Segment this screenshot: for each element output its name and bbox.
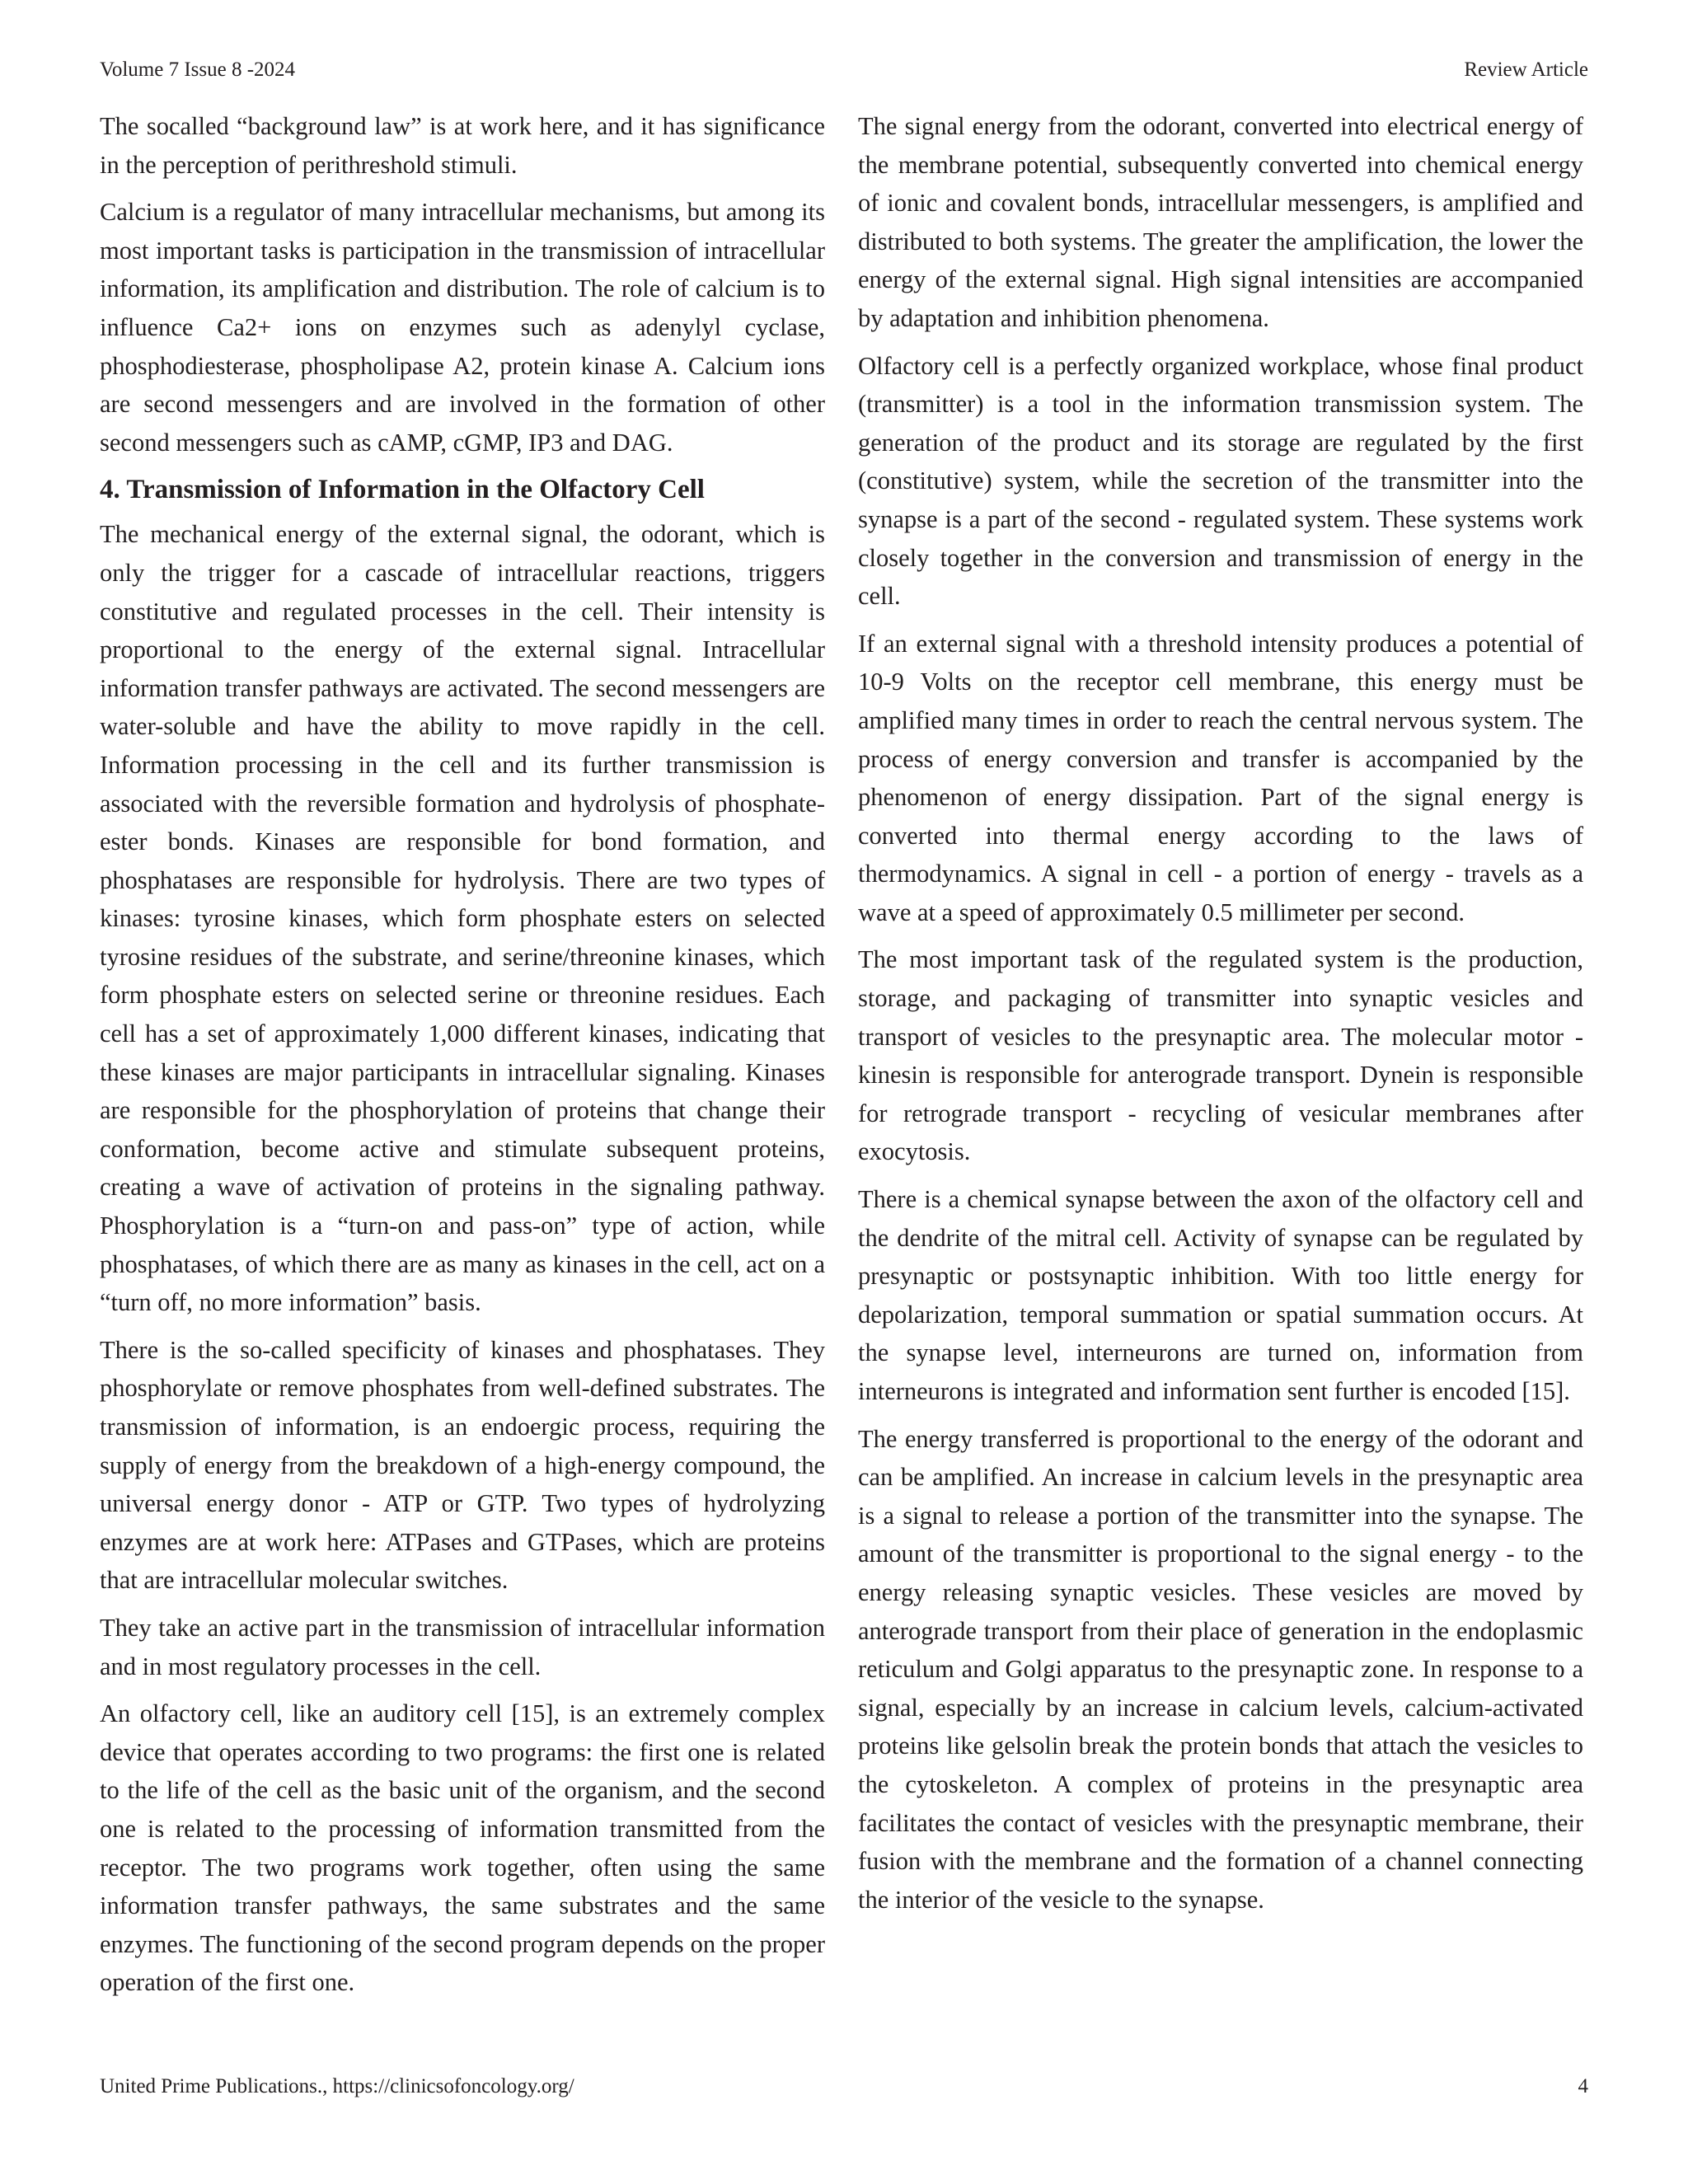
paragraph: There is the so-called specificity of kinases and phosphatases. They phosphorylate or remove phosphates from well-defined substrates. The transmission of information, is an endoergic process, requiring the supply of energy from the breakdown of a high-energy compound, the universal energy donor - ATP or GTP. Two types of hydrolyzing enzymes are at work here: ATPases and GTPases, which are proteins that are intracellular molecular switches. <box>100 1335 825 1595</box>
right-column <box>858 107 1583 1928</box>
section-heading: 4. Transmission of Information in the Olfactory Cell <box>100 475 705 505</box>
running-header <box>100 56 1588 84</box>
paragraph: They take an active part in the transmission of intracellular information and in most regulatory processes in the cell. <box>100 1613 825 1680</box>
article-body <box>100 107 1588 2060</box>
article-type: Review Article <box>1464 59 1588 81</box>
running-footer <box>100 2073 1588 2101</box>
page-number: 4 <box>1578 2075 1588 2097</box>
paragraph: An olfactory cell, like an auditory cell [15], is an extremely complex device that operates according to two programs: the first one is related to the life of the cell as the basic unit of the organism, and the second one is related to the processing of information transmitted from the receptor. The two programs work together, often using the same information transfer pathways, the same substrates and the same enzymes. The functioning of the second program depends on the proper operation of the first one. <box>100 1699 825 1997</box>
paragraph: The socalled “background law” is at work here, and it has significance in the perception of perithreshold stimuli. <box>100 112 825 179</box>
paragraph: The mechanical energy of the external signal, the odorant, which is only the trigger for a cascade of intracellular reactions, triggers constitutive and regulated processes in the cell. Their intensity is proportional to the energy of the external signal. Intracellular information transfer pathways are activated. The second messengers are water-soluble and have the ability to move rapidly in the cell. Information processing in the cell and its further transmission is associated with the reversible formation and hydrolysis of phosphate-ester bonds. Kinases are responsible for bond formation, and phosphatases are responsible for hydrolysis. There are two types of kinases: tyrosine kinases, which form phosphate esters on selected tyrosine residues of the substrate, and serine/threonine kinases, which form phosphate esters on selected serine or threonine residues. Each cell has a set of approximately 1,000 different kinases, indicating that these kinases are major participants in intracellular signaling. Kinases are responsible for the phosphorylation of proteins that change their conformation, become active and stimulate subsequent proteins, creating a wave of activation of proteins in the signaling pathway. Phosphorylation is a “turn-on and pass-on” type of action, while phosphatases, of which there are as many as kinases in the cell, act on a “turn off, no more information” basis. <box>100 520 825 1317</box>
paragraph: Olfactory cell is a perfectly organized workplace, whose final product (transmitter) is a tool in the information transmission system. The generation of the product and its storage are regulated by the first (constitutive) system, while the secretion of the transmitter into the synapse is a part of the second - regulated system. These systems work closely together in the conversion and transmission of energy in the cell. <box>858 351 1583 611</box>
paragraph: The energy transferred is proportional to the energy of the odorant and can be amplified. An increase in calcium levels in the presynaptic area is a signal to release a portion of the transmitter into the synapse. The amount of the transmitter is proportional to the signal energy - to the energy releasing synaptic vesicles. These vesicles are moved by anterograde transport from their place of generation in the endoplasmic reticulum and Golgi apparatus to the presynaptic zone. In response to a signal, especially by an increase in calcium levels, calcium-activated proteins like gelsolin break the protein bonds that attach the vesicles to the cytoskeleton. A complex of proteins in the presynaptic area facilitates the contact of vesicles with the presynaptic membrane, their fusion with the membrane and the formation of a channel connecting the interior of the vesicle to the synapse. <box>858 1424 1583 1914</box>
paragraph: If an external signal with a threshold intensity produces a potential of 10-9 Volts on the receptor cell membrane, this energy must be amplified many times in order to reach the central nervous system. The process of energy conversion and transfer is accompanied by the phenomenon of energy dissipation. Part of the signal energy is converted into thermal energy according to the laws of thermodynamics. A signal in cell - a portion of energy - travels as a wave at a speed of approximately 0.5 millimeter per second. <box>858 629 1583 926</box>
journal-volume: Volume 7 Issue 8 -2024 <box>100 59 296 81</box>
left-column <box>100 107 825 2011</box>
publisher-info: United Prime Publications., https://clinicsofoncology.org/ <box>100 2075 574 2097</box>
paragraph: The most important task of the regulated system is the production, storage, and packaging of transmitter into synaptic vesicles and transport of vesicles to the presynaptic area. The molecular motor - kinesin is responsible for anterograde transport. Dynein is responsible for retrograde transport - recycling of vesicular membranes after exocytosis. <box>858 945 1583 1166</box>
paragraph: There is a chemical synapse between the axon of the olfactory cell and the dendrite of the mitral cell. Activity of synapse can be regulated by presynaptic or postsynaptic inhibition. With too little energy for depolarization, temporal summation or spatial summation occurs. At the synapse level, interneurons are turned on, information from interneurons is integrated and information sent further is encoded [15]. <box>858 1185 1583 1405</box>
paragraph: Calcium is a regulator of many intracellular mechanisms, but among its most important tasks is participation in the transmission of intracellular information, its amplification and distribution. The role of calcium is to influence Ca2+ ions on enzymes such as adenylyl cyclase, phosphodiesterase, phospholipase A2, protein kinase A. Calcium ions are second messengers and are involved in the formation of other second messengers such as cAMP, cGMP, IP3 and DAG. <box>100 198 825 457</box>
paragraph: The signal energy from the odorant, converted into electrical energy of the membrane potential, subsequently converted into chemical energy of ionic and covalent bonds, intracellular messengers, is amplified and distributed to both systems. The greater the amplification, the lower the energy of the external signal. High signal intensities are accompanied by adaptation and inhibition phenomena. <box>858 112 1583 332</box>
